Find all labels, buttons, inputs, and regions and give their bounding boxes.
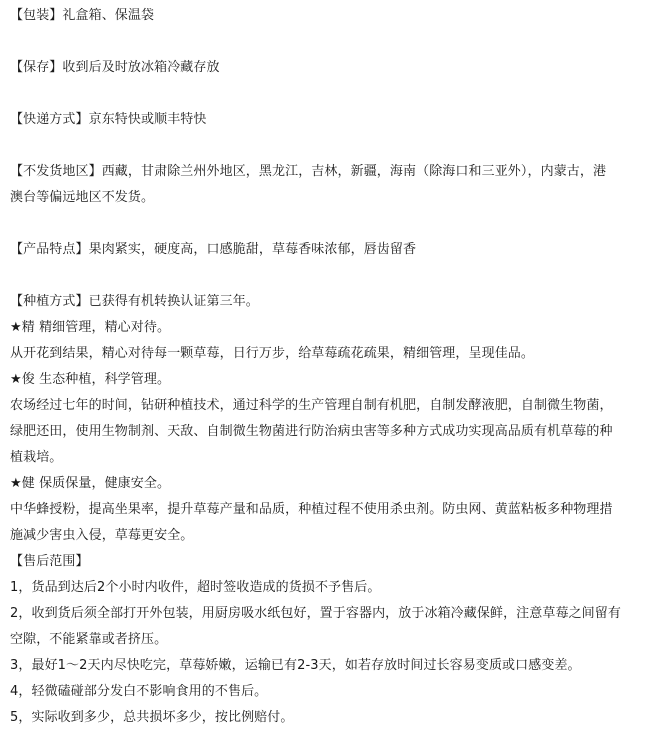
after-sales-item-3: 3，最好1～2天内尽快吃完，草莓娇嫩，运输已有2-3天，如若存放时间过长容易变质或口感变差。: [10, 658, 581, 673]
after-sales-item-2-cont: 空隙，不能紧靠或者挤压。: [10, 632, 168, 647]
healthy-safe-text-1: 中华蜂授粉，提高坐果率，提升草莓产量和品质，种植过程不使用杀虫剂。防虫网、黄蓝粘板多种物理措: [10, 502, 613, 517]
fine-management-text: 从开花到结果，精心对待每一颗草莓，日行万步，给草莓疏花疏果，精细管理，呈现佳品。: [10, 346, 535, 361]
eco-planting-text-1: 农场经过七年的时间，钻研种植技术，通过科学的生产管理自制有机肥，自制发酵液肥，自制微生物菌，: [10, 398, 613, 413]
eco-planting-text-3: 植栽培。: [10, 450, 63, 465]
healthy-safe-heading: ★健 保质保量，健康安全。: [10, 476, 171, 491]
no-delivery-regions-line: 【不发货地区】西藏，甘肃除兰州外地区，黑龙江，吉林，新疆，海南（除海口和三亚外），内蒙古，港: [10, 164, 607, 179]
healthy-safe-text-2: 施减少害虫入侵，草莓更安全。: [10, 528, 194, 543]
shipping-method-line: 【快递方式】京东特快或顺丰特快: [10, 112, 207, 127]
storage-line: 【保存】收到后及时放冰箱冷藏存放: [10, 60, 220, 75]
fine-management-heading: ★精 精细管理，精心对待。: [10, 320, 171, 335]
eco-planting-heading: ★俊 生态种植，科学管理。: [10, 372, 171, 387]
product-features-line: 【产品特点】果肉紧实，硬度高，口感脆甜，草莓香味浓郁，唇齿留香: [10, 242, 417, 257]
after-sales-item-1: 1，货品到达后2个小时内收件，超时签收造成的货损不予售后。: [10, 580, 381, 595]
no-delivery-regions-line-2: 澳台等偏远地区不发货。: [10, 190, 155, 205]
eco-planting-text-2: 绿肥还田，使用生物制剂、天敌、自制微生物菌进行防治病虫害等多种方式成功实现高品质有机草莓的种: [10, 424, 613, 439]
packaging-line: 【包装】礼盒箱、保温袋: [10, 8, 155, 23]
after-sales-heading: 【售后范围】: [10, 554, 89, 569]
after-sales-item-2: 2，收到货后须全部打开外包装，用厨房吸水纸包好，置于容器内，放于冰箱冷藏保鲜，注意草莓之间留有: [10, 606, 621, 621]
cultivation-method-line: 【种植方式】已获得有机转换认证第三年。: [10, 294, 259, 309]
after-sales-item-4: 4，轻微磕碰部分发白不影响食用的不售后。: [10, 684, 268, 699]
after-sales-item-5: 5，实际收到多少，总共损坏多少，按比例赔付。: [10, 710, 294, 725]
